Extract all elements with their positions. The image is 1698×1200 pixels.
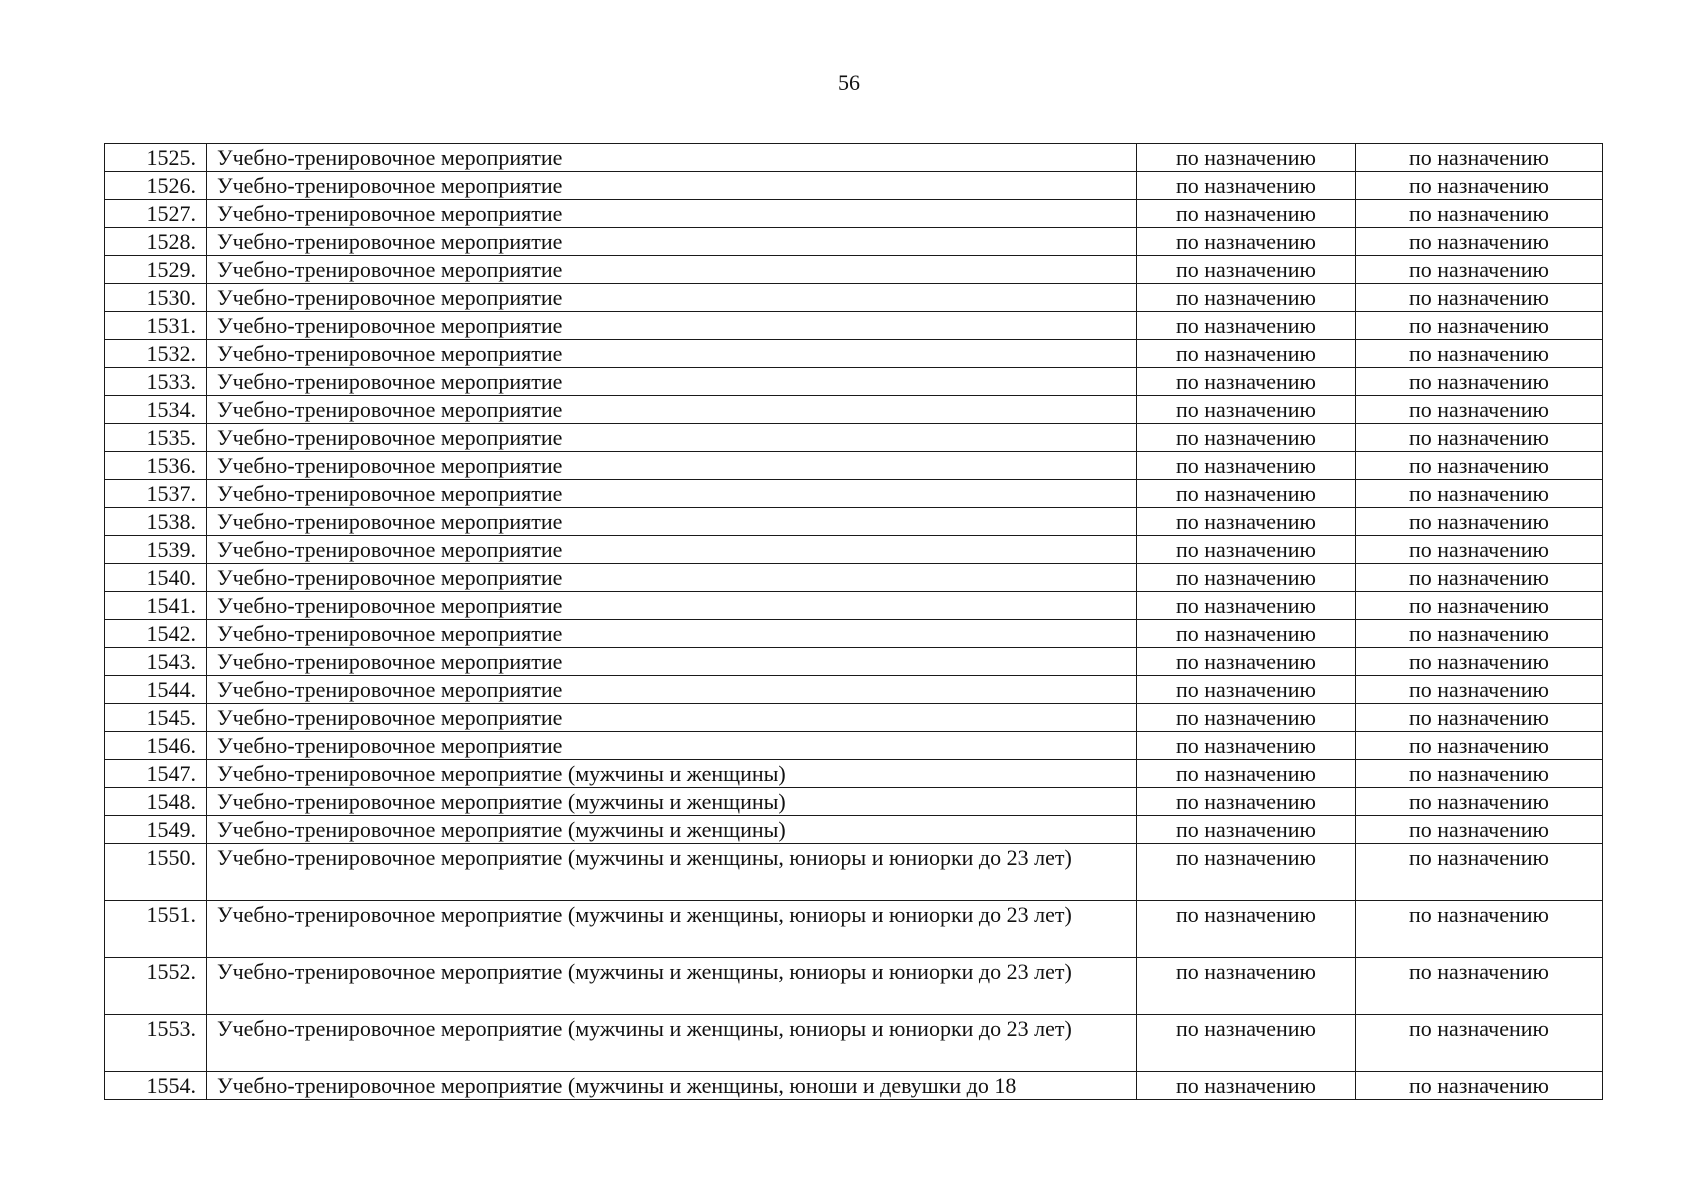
event-name-cell: Учебно-тренировочное мероприятие — [207, 228, 1137, 256]
table-row — [105, 788, 1603, 816]
table-row — [105, 704, 1603, 732]
row-number-cell: 1552. — [105, 958, 207, 1015]
row-number-cell: 1539. — [105, 536, 207, 564]
assignment-cell-b: по назначению — [1356, 284, 1603, 312]
event-name-cell: Учебно-тренировочное мероприятие — [207, 508, 1137, 536]
table-row — [105, 620, 1603, 648]
row-number-cell: 1543. — [105, 648, 207, 676]
event-name-cell: Учебно-тренировочное мероприятие — [207, 424, 1137, 452]
assignment-cell-a: по назначению — [1137, 592, 1356, 620]
table-row — [105, 480, 1603, 508]
row-number-cell: 1554. — [105, 1072, 207, 1100]
table-row — [105, 396, 1603, 424]
event-name-cell: Учебно-тренировочное мероприятие — [207, 452, 1137, 480]
assignment-cell-b: по назначению — [1356, 256, 1603, 284]
assignment-cell-b: по назначению — [1356, 592, 1603, 620]
table-row — [105, 424, 1603, 452]
table-row — [105, 1015, 1603, 1072]
event-name-cell: Учебно-тренировочное мероприятие (мужчины и женщины, юниоры и юниорки до 23 лет) — [207, 844, 1137, 901]
assignment-cell-a: по назначению — [1137, 508, 1356, 536]
row-number-cell: 1537. — [105, 480, 207, 508]
assignment-cell-b: по назначению — [1356, 424, 1603, 452]
event-name-cell: Учебно-тренировочное мероприятие — [207, 676, 1137, 704]
assignment-cell-b: по назначению — [1356, 452, 1603, 480]
assignment-cell-b: по назначению — [1356, 816, 1603, 844]
assignment-cell-a: по назначению — [1137, 424, 1356, 452]
assignment-cell-a: по назначению — [1137, 340, 1356, 368]
assignment-cell-b: по назначению — [1356, 172, 1603, 200]
table-row — [105, 760, 1603, 788]
event-name-cell: Учебно-тренировочное мероприятие — [207, 732, 1137, 760]
table-row — [105, 844, 1603, 901]
table-row — [105, 144, 1603, 172]
row-number-cell: 1546. — [105, 732, 207, 760]
assignment-cell-a: по назначению — [1137, 676, 1356, 704]
table-row — [105, 564, 1603, 592]
table-row — [105, 676, 1603, 704]
assignment-cell-b: по назначению — [1356, 620, 1603, 648]
assignment-cell-a: по назначению — [1137, 256, 1356, 284]
table-row — [105, 200, 1603, 228]
table-row — [105, 256, 1603, 284]
assignment-cell-a: по назначению — [1137, 648, 1356, 676]
row-number-cell: 1526. — [105, 172, 207, 200]
assignment-cell-b: по назначению — [1356, 564, 1603, 592]
assignment-cell-a: по назначению — [1137, 312, 1356, 340]
assignment-cell-b: по назначению — [1356, 200, 1603, 228]
assignment-cell-a: по назначению — [1137, 704, 1356, 732]
row-number-cell: 1551. — [105, 901, 207, 958]
assignment-cell-b: по назначению — [1356, 1015, 1603, 1072]
row-number-cell: 1540. — [105, 564, 207, 592]
row-number-cell: 1548. — [105, 788, 207, 816]
row-number-cell: 1538. — [105, 508, 207, 536]
assignment-cell-a: по назначению — [1137, 396, 1356, 424]
assignment-cell-a: по назначению — [1137, 284, 1356, 312]
assignment-cell-a: по назначению — [1137, 788, 1356, 816]
table-row — [105, 508, 1603, 536]
row-number-cell: 1532. — [105, 340, 207, 368]
table-row — [105, 592, 1603, 620]
assignment-cell-a: по назначению — [1137, 1015, 1356, 1072]
row-number-cell: 1531. — [105, 312, 207, 340]
assignment-cell-a: по назначению — [1137, 732, 1356, 760]
event-name-cell: Учебно-тренировочное мероприятие — [207, 564, 1137, 592]
assignment-cell-b: по назначению — [1356, 480, 1603, 508]
table-row — [105, 312, 1603, 340]
assignment-cell-a: по назначению — [1137, 228, 1356, 256]
row-number-cell: 1553. — [105, 1015, 207, 1072]
row-number-cell: 1534. — [105, 396, 207, 424]
assignment-cell-b: по назначению — [1356, 368, 1603, 396]
event-name-cell: Учебно-тренировочное мероприятие — [207, 396, 1137, 424]
row-number-cell: 1525. — [105, 144, 207, 172]
row-number-cell: 1545. — [105, 704, 207, 732]
event-name-cell: Учебно-тренировочное мероприятие — [207, 648, 1137, 676]
assignment-cell-a: по назначению — [1137, 816, 1356, 844]
table-row — [105, 284, 1603, 312]
event-name-cell: Учебно-тренировочное мероприятие (мужчины и женщины) — [207, 788, 1137, 816]
table-row — [105, 958, 1603, 1015]
event-name-cell: Учебно-тренировочное мероприятие — [207, 200, 1137, 228]
assignment-cell-a: по назначению — [1137, 958, 1356, 1015]
row-number-cell: 1544. — [105, 676, 207, 704]
assignment-cell-b: по назначению — [1356, 340, 1603, 368]
page-number: 56 — [838, 70, 860, 95]
assignment-cell-b: по назначению — [1356, 732, 1603, 760]
assignment-cell-b: по назначению — [1356, 958, 1603, 1015]
document-table — [104, 143, 1603, 1100]
row-number-cell: 1550. — [105, 844, 207, 901]
assignment-cell-b: по назначению — [1356, 144, 1603, 172]
table-row — [105, 1072, 1603, 1100]
row-number-cell: 1533. — [105, 368, 207, 396]
assignment-cell-b: по назначению — [1356, 704, 1603, 732]
table-row — [105, 732, 1603, 760]
assignment-cell-a: по назначению — [1137, 564, 1356, 592]
row-number-cell: 1535. — [105, 424, 207, 452]
table-body — [105, 144, 1603, 1100]
row-number-cell: 1527. — [105, 200, 207, 228]
event-name-cell: Учебно-тренировочное мероприятие — [207, 620, 1137, 648]
table-row — [105, 340, 1603, 368]
assignment-cell-b: по назначению — [1356, 228, 1603, 256]
event-name-cell: Учебно-тренировочное мероприятие (мужчины и женщины, юниоры и юниорки до 23 лет) — [207, 901, 1137, 958]
event-name-cell: Учебно-тренировочное мероприятие — [207, 536, 1137, 564]
table-row — [105, 816, 1603, 844]
event-name-cell: Учебно-тренировочное мероприятие — [207, 704, 1137, 732]
event-name-cell: Учебно-тренировочное мероприятие — [207, 172, 1137, 200]
row-number-cell: 1547. — [105, 760, 207, 788]
assignment-cell-b: по назначению — [1356, 312, 1603, 340]
table-row — [105, 228, 1603, 256]
table-row — [105, 901, 1603, 958]
assignment-cell-a: по назначению — [1137, 368, 1356, 396]
table-row — [105, 648, 1603, 676]
row-number-cell: 1549. — [105, 816, 207, 844]
assignment-cell-a: по назначению — [1137, 760, 1356, 788]
event-name-cell: Учебно-тренировочное мероприятие — [207, 312, 1137, 340]
assignment-cell-b: по назначению — [1356, 648, 1603, 676]
assignment-cell-b: по назначению — [1356, 788, 1603, 816]
assignment-cell-b: по назначению — [1356, 760, 1603, 788]
assignment-cell-a: по назначению — [1137, 901, 1356, 958]
row-number-cell: 1536. — [105, 452, 207, 480]
table-row — [105, 536, 1603, 564]
assignment-cell-a: по назначению — [1137, 844, 1356, 901]
assignment-cell-a: по назначению — [1137, 172, 1356, 200]
event-name-cell: Учебно-тренировочное мероприятие (мужчины и женщины) — [207, 760, 1137, 788]
assignment-cell-b: по назначению — [1356, 508, 1603, 536]
event-name-cell: Учебно-тренировочное мероприятие — [207, 480, 1137, 508]
event-name-cell: Учебно-тренировочное мероприятие — [207, 368, 1137, 396]
row-number-cell: 1529. — [105, 256, 207, 284]
row-number-cell: 1530. — [105, 284, 207, 312]
assignment-cell-b: по назначению — [1356, 1072, 1603, 1100]
event-name-cell: Учебно-тренировочное мероприятие (мужчины и женщины, юноши и девушки до 18 — [207, 1072, 1137, 1100]
assignment-cell-a: по назначению — [1137, 480, 1356, 508]
row-number-cell: 1541. — [105, 592, 207, 620]
assignment-cell-a: по назначению — [1137, 200, 1356, 228]
assignment-cell-b: по назначению — [1356, 536, 1603, 564]
event-name-cell: Учебно-тренировочное мероприятие (мужчины и женщины, юниоры и юниорки до 23 лет) — [207, 958, 1137, 1015]
event-name-cell: Учебно-тренировочное мероприятие (мужчины и женщины, юниоры и юниорки до 23 лет) — [207, 1015, 1137, 1072]
assignment-cell-a: по назначению — [1137, 620, 1356, 648]
assignment-cell-a: по назначению — [1137, 452, 1356, 480]
row-number-cell: 1528. — [105, 228, 207, 256]
event-name-cell: Учебно-тренировочное мероприятие (мужчины и женщины) — [207, 816, 1137, 844]
table-row — [105, 452, 1603, 480]
event-name-cell: Учебно-тренировочное мероприятие — [207, 340, 1137, 368]
assignment-cell-a: по назначению — [1137, 536, 1356, 564]
assignment-cell-b: по назначению — [1356, 844, 1603, 901]
table-row — [105, 368, 1603, 396]
assignment-cell-b: по назначению — [1356, 676, 1603, 704]
table-row — [105, 172, 1603, 200]
assignment-cell-a: по назначению — [1137, 1072, 1356, 1100]
assignment-cell-b: по назначению — [1356, 396, 1603, 424]
assignment-cell-a: по назначению — [1137, 144, 1356, 172]
event-name-cell: Учебно-тренировочное мероприятие — [207, 284, 1137, 312]
event-name-cell: Учебно-тренировочное мероприятие — [207, 256, 1137, 284]
event-name-cell: Учебно-тренировочное мероприятие — [207, 592, 1137, 620]
event-name-cell: Учебно-тренировочное мероприятие — [207, 144, 1137, 172]
assignment-cell-b: по назначению — [1356, 901, 1603, 958]
row-number-cell: 1542. — [105, 620, 207, 648]
